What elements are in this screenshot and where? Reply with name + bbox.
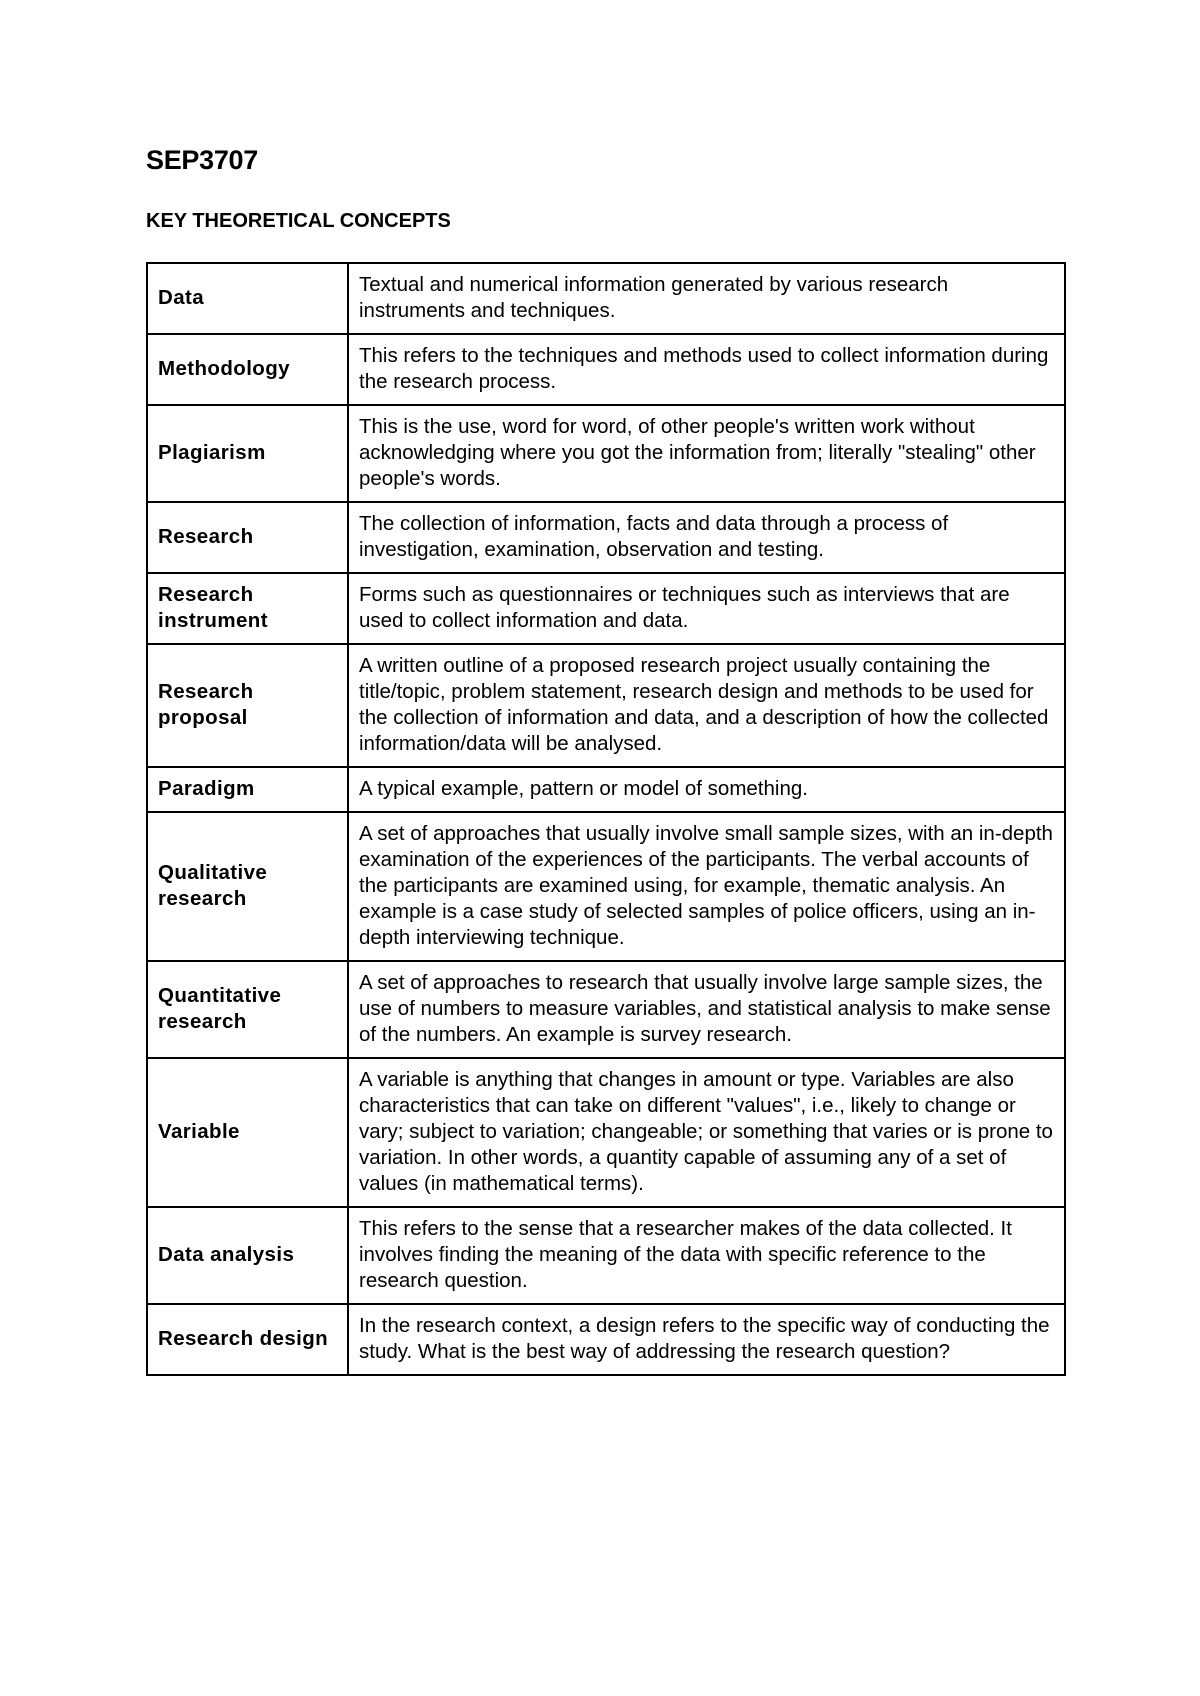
- table-row: [147, 405, 1065, 502]
- concept-term: Research: [147, 502, 348, 573]
- concept-definition: The collection of information, facts and data through a process of investigation, examination, observation and testing.: [348, 502, 1065, 573]
- table-row: [147, 1207, 1065, 1304]
- concept-term: Research proposal: [147, 644, 348, 767]
- concept-definition: This refers to the sense that a researcher makes of the data collected. It involves finding the meaning of the data with specific reference to the research question.: [348, 1207, 1065, 1304]
- concept-definition: A set of approaches that usually involve small sample sizes, with an in-depth examination of the experiences of the participants. The verbal accounts of the participants are examined using, for example, thematic analysis. An example is a case study of selected samples of police officers, using an in-depth interviewing technique.: [348, 812, 1065, 961]
- concept-term: Plagiarism: [147, 405, 348, 502]
- table-row: [147, 644, 1065, 767]
- concept-term: Paradigm: [147, 767, 348, 812]
- table-row: [147, 573, 1065, 644]
- table-row: [147, 502, 1065, 573]
- concepts-table: [146, 262, 1066, 1376]
- table-row: [147, 812, 1065, 961]
- concept-term: Research design: [147, 1304, 348, 1375]
- document-subtitle: KEY THEORETICAL CONCEPTS: [146, 210, 451, 232]
- table-row: [147, 334, 1065, 405]
- concept-definition: A typical example, pattern or model of something.: [348, 767, 1065, 812]
- concept-term: Research instrument: [147, 573, 348, 644]
- concept-definition: A set of approaches to research that usually involve large sample sizes, the use of numbers to measure variables, and statistical analysis to make sense of the numbers. An example is survey research.: [348, 961, 1065, 1058]
- document-code: SEP3707: [146, 145, 258, 175]
- concept-term: Qualitative research: [147, 812, 348, 961]
- table-row: [147, 961, 1065, 1058]
- concept-term: Data: [147, 263, 348, 334]
- table-row: [147, 767, 1065, 812]
- concept-definition: This refers to the techniques and methods used to collect information during the research process.: [348, 334, 1065, 405]
- concept-definition: Textual and numerical information generated by various research instruments and techniques.: [348, 263, 1065, 334]
- concept-term: Methodology: [147, 334, 348, 405]
- concept-term: Data analysis: [147, 1207, 348, 1304]
- table-row: [147, 263, 1065, 334]
- table-row: [147, 1304, 1065, 1375]
- concept-definition: A written outline of a proposed research project usually containing the title/topic, problem statement, research design and methods to be used for the collection of information and data, and a description of how the collected information/data will be analysed.: [348, 644, 1065, 767]
- concept-definition: Forms such as questionnaires or techniques such as interviews that are used to collect information and data.: [348, 573, 1065, 644]
- concept-term: Quantitative research: [147, 961, 348, 1058]
- concept-term: Variable: [147, 1058, 348, 1207]
- concept-definition: In the research context, a design refers to the specific way of conducting the study. What is the best way of addressing the research question?: [348, 1304, 1065, 1375]
- concept-definition: A variable is anything that changes in amount or type. Variables are also characteristics that can take on different "values", i.e., likely to change or vary; subject to variation; changeable; or something that varies or is prone to variation. In other words, a quantity capable of assuming any of a set of values (in mathematical terms).: [348, 1058, 1065, 1207]
- concept-definition: This is the use, word for word, of other people's written work without acknowledging where you got the information from; literally "stealing" other people's words.: [348, 405, 1065, 502]
- table-row: [147, 1058, 1065, 1207]
